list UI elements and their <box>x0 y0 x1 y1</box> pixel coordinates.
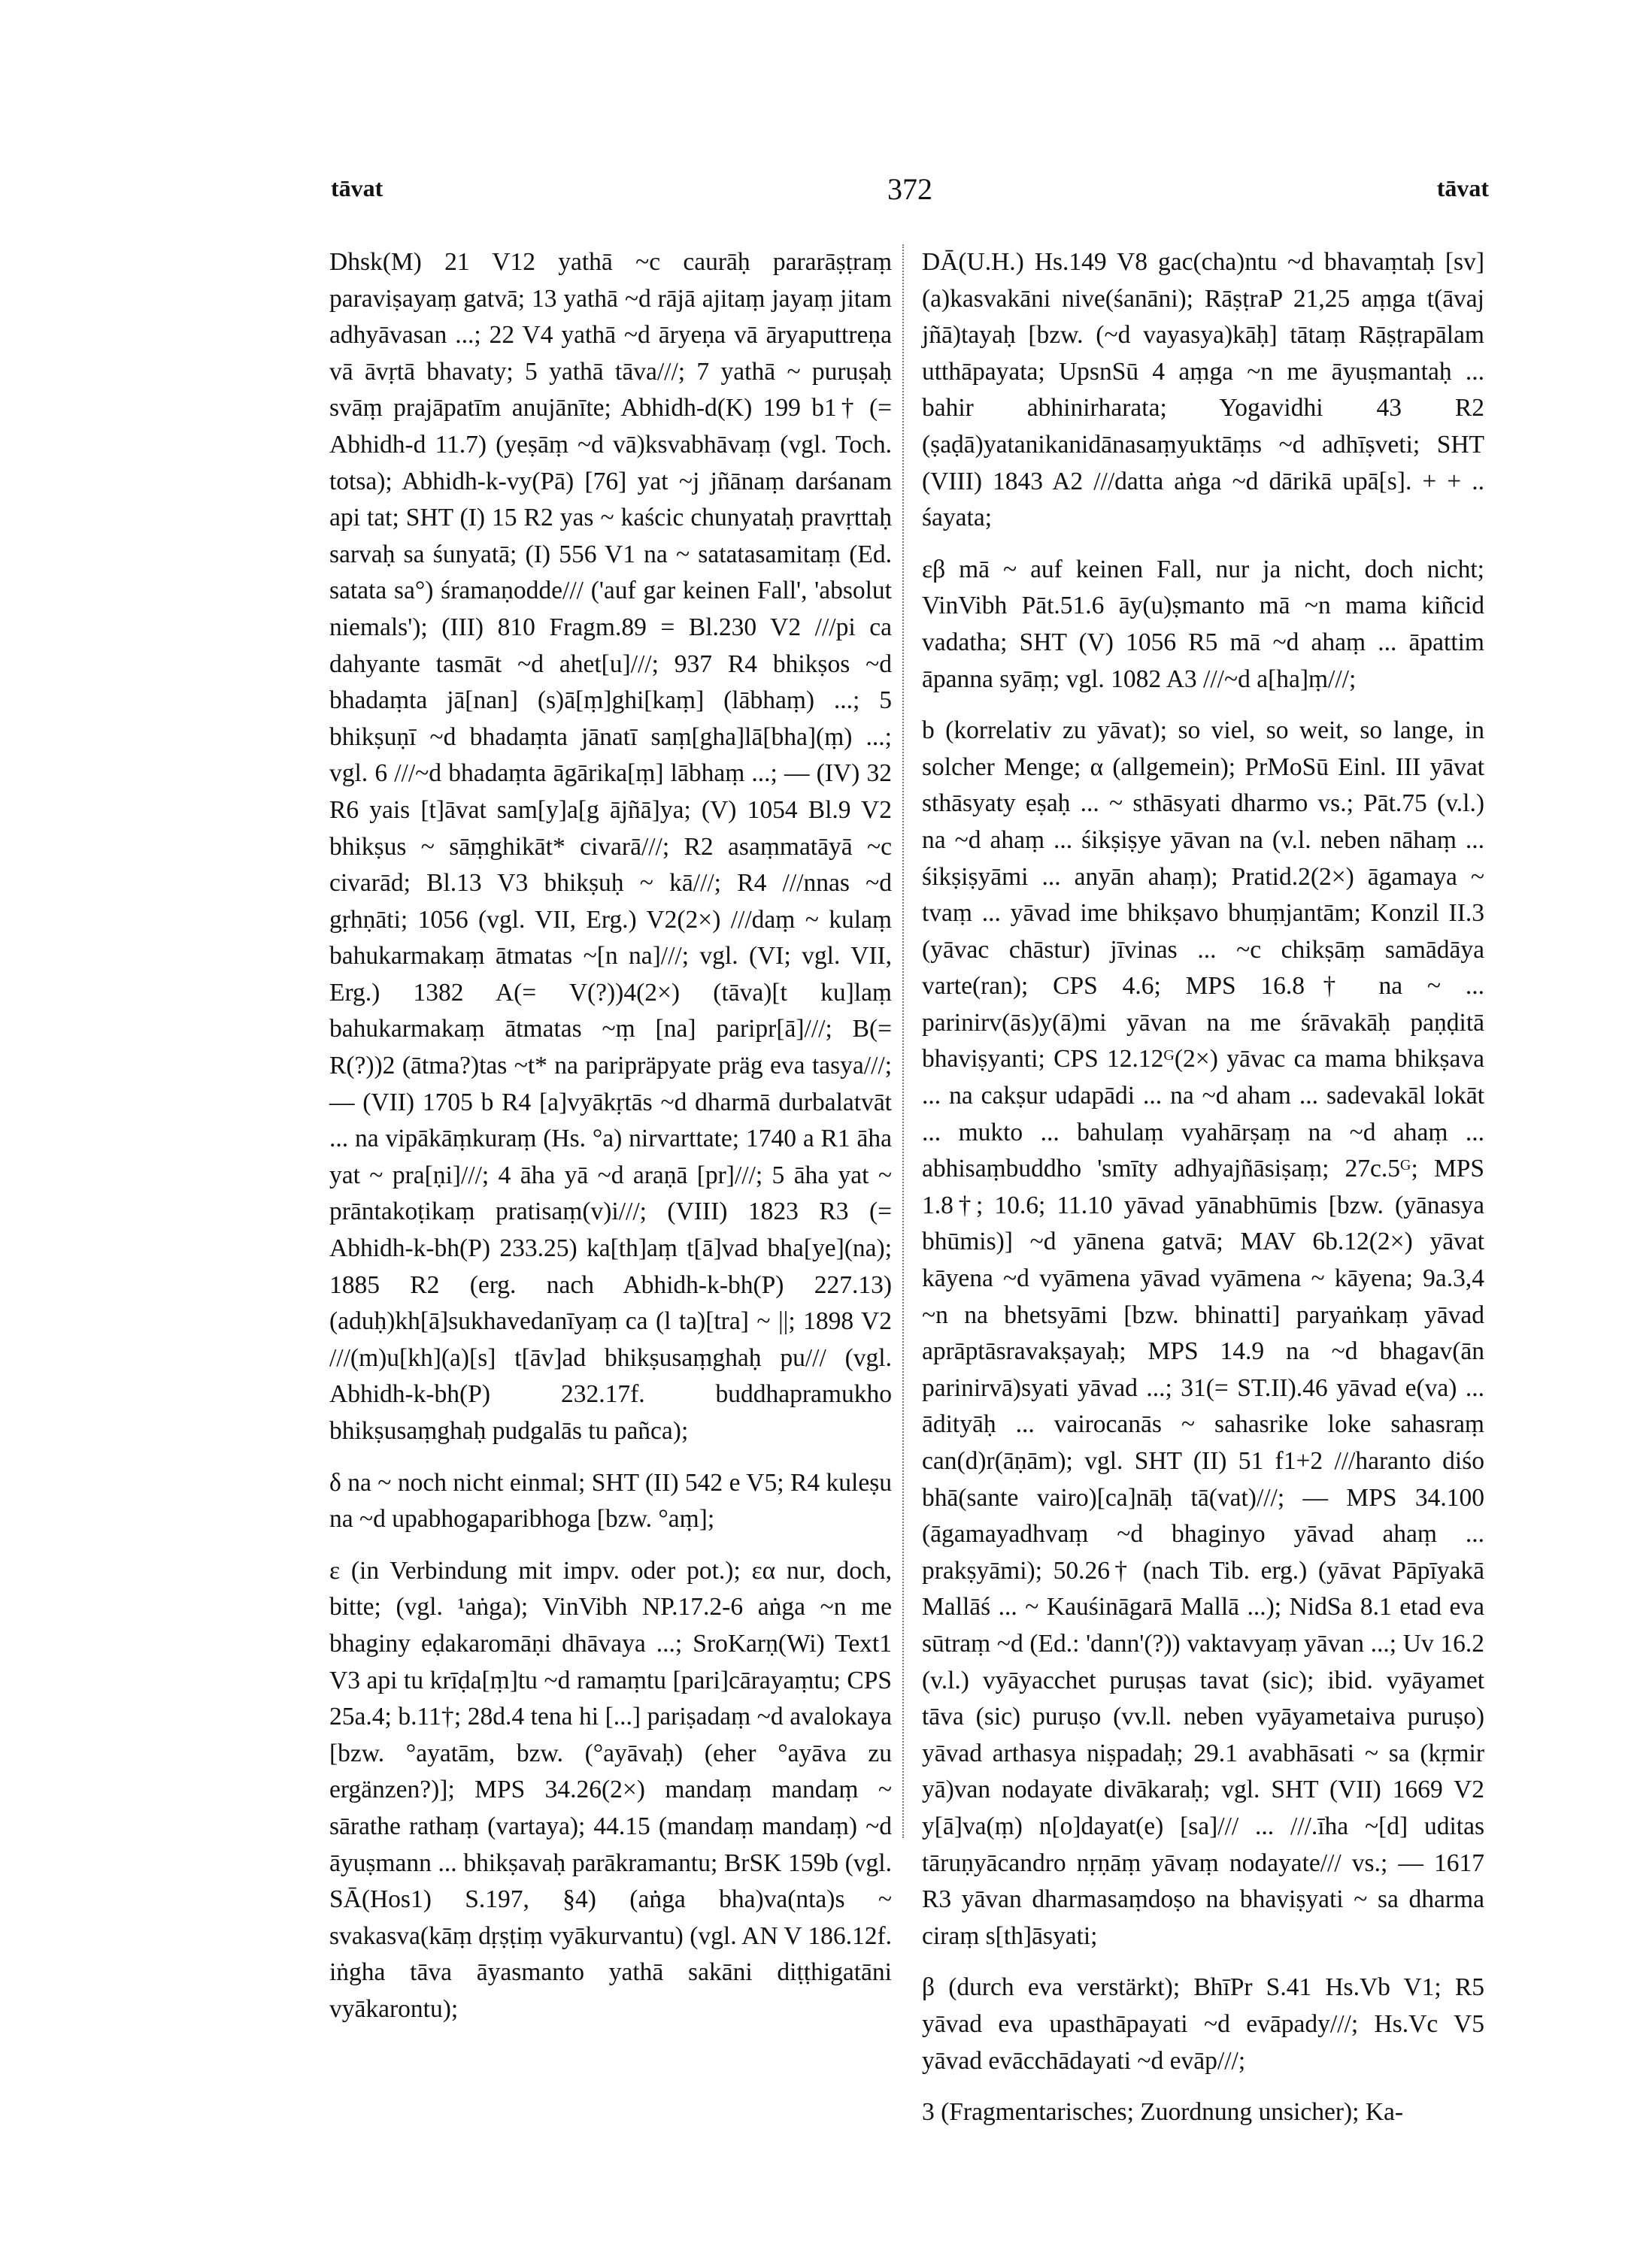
right-column <box>922 244 1484 2146</box>
entry-paragraph: 3 (Fragmentarisches; Zuordnung unsicher); Ka- <box>922 2098 1404 2127</box>
page-number: 372 <box>887 172 932 206</box>
entry-paragraph: εβ mā ~ auf keinen Fall, nur ja nicht, doch nicht; VinVibh Pāt.51.6 āy(u)ṣmanto mā ~n mama kiñcid vadatha; SHT (V) 1056 R5 mā ~d ahaṃ ... āpattim āpanna syāṃ; vgl. 1082 A3 ///~d a[ha]ṃ///; <box>922 555 1484 693</box>
entry-paragraph: β (durch eva verstärkt); BhīPr S.41 Hs.Vb V1; R5 yāvad eva upasthāpayati ~d evāpady///; Hs.Vc V5 yāvad evācchādayati ~d evāp///; <box>922 1973 1484 2075</box>
entry-paragraph: δ na ~ noch nicht einmal; SHT (II) 542 e V5; R4 kuleṣu na ~d upabhogaparibhoga [bzw. °aṃ]; <box>329 1468 892 1534</box>
running-headword-right: tāvat <box>1436 174 1489 201</box>
entry-paragraph: Dhsk(M) 21 V12 yathā ~c caurāḥ pararāṣṭraṃ paraviṣayaṃ gatvā; 13 yathā ~d rājā ajitaṃ jayaṃ jitam adhyāvasan ...; 22 V4 yathā ~d āryeṇa vā āryaputtreṇa vā āvṛtā bhavaty; 5 yathā tāva///; 7 yathā ~ puruṣaḥ svāṃ prajāpatīm anujānīte; Abhidh-d(K) 199 b1† (= Abhidh-d 11.7) (yeṣāṃ ~d vā)ksvabhāvaṃ (vgl. Toch. totsa); Abhidh-k-vy(Pā) [76] yat ~j jñānaṃ darśanam api tat; SHT (I) 15 R2 yas ~ kaścic chunyataḥ pravṛttaḥ sarvaḥ sa śunyatā; (I) 556 V1 na ~ satatasamitaṃ (Ed. satata sa°) śramaṇodde/// ('auf gar keinen Fall', 'absolut niemals'); (III) 810 Fragm.89 = Bl.230 V2 ///pi ca dahyante tasmāt ~d ahet[u]///; 937 R4 bhikṣos ~d bhadaṃta jā[nan] (s)ā[ṃ]ghi[kaṃ] (lābhaṃ) ...; 5 bhikṣuṇī ~d bhadaṃta jānatī saṃ[gha]lā[bha](ṃ) ...; vgl. 6 ///~d bhadaṃta āgārika[ṃ] lābhaṃ ...; — (IV) 32 R6 yais [t]āvat sam[y]a[g ājñā]ya; (V) 1054 Bl.9 V2 bhikṣus ~ sāṃghikāt* civarā///; R2 asaṃmatāyā ~c civarād; Bl.13 V3 bhikṣuḥ ~ kā///; R4 ///nnas ~d gṛhṇāti; 1056 (vgl. VII, Erg.) V2(2×) ///daṃ ~ kulaṃ bahukarmakaṃ ātmatas ~[n na]///; vgl. (VI; vgl. VII, Erg.) 1382 A(= V(?))4(2×) (tāva)[t ku]laṃ bahukarmakaṃ ātmatas ~ṃ [na] paripr[ā]///; B(= R(?))2 (ātma?)tas ~t* na paripräpyate präg eva tasya///; — (VII) 1705 b R4 [a]vyākṛtās ~d dharmā durbalatvāt ... na vipākāṃkuraṃ (Hs. °a) nirvarttate; 1740 a R1 āha yat ~ pra[ṇi]///; 4 āha yā ~d araṇā [pr]///; 5 āha yat ~ prāntakoṭikaṃ pratisaṃ(v)i///; (VIII) 1823 R3 (= Abhidh-k-bh(P) 233.25) ka[th]aṃ t[ā]vad bha[ye](na); 1885 R2 (erg. nach Abhidh-k-bh(P) 227.13) (aduḥ)kh[ā]sukhavedanīyaṃ ca (l ta)[tra] ~ ||; 1898 V2 ///(m)u[kh](a)[s] t[āv]ad bhikṣusaṃghaḥ pu/// (vgl. Abhidh-k-bh(P) 232.17f. buddhapramukho bhikṣusaṃghaḥ pudgalās tu pañca); <box>329 248 892 1445</box>
entry-paragraph: b (korrelativ zu yāvat); so viel, so weit, so lange, in solcher Menge; α (allgemein); PrMoSū Einl. III yāvat sthāsyaty eṣaḥ ... ~ sthāsyati dharmo vs.; Pāt.75 (v.l.) na ~d ahaṃ ... śikṣiṣye yāvan na (v.l. neben nāhaṃ ... śikṣiṣyāmi ... anyān ahaṃ); Pratid.2(2×) āgamaya ~ tvaṃ ... yāvad ime bhikṣavo bhuṃjantām; Konzil II.3 (yāvac chāstur) jīvinas ... ~c chikṣāṃ samādāya varte(ran); CPS 4.6; MPS 16.8† na ~ ... parinirv(ās)y(ā)mi yāvan na me śrāvakāḥ paṇḍitā bhaviṣyanti; CPS 12.12ᴳ(2×) yāvac ca mama bhikṣava ... na cakṣur udapādi ... na ~d aham ... sadevakāl lokāt ... mukto ... bahulaṃ vyahārṣaṃ na ~d ahaṃ ... abhisaṃbuddho 'smīty adhyajñāsiṣaṃ; 27c.5ᴳ; MPS 1.8†; 10.6; 11.10 yāvad yānabhūmis [bzw. (yānasya bhūmis)] ~d yānena gatvā; MAV 6b.12(2×) yāvat kāyena ~d vyāmena yāvad vyāmena ~ kāyena; 9a.3,4 ~n na bhetsyāmi [bzw. bhinatti] paryaṅkaṃ yāvad aprāptāsravakṣayaḥ; MPS 14.9 na ~d bhagav(ān parinirvā)syati yāvad ...; 31(= ST.II).46 yāvad e(va) ... ādityāḥ ... vairocanās ~ sahasrike loke sahasraṃ can(d)r(āṇām); vgl. SHT (II) 51 f1+2 ///haranto diśo bhā(sante vairo)[ca]nāḥ tā(vat)///; — MPS 34.100 (āgamayadhvaṃ ~d bhaginyo yāvad ahaṃ ... prakṣyāmi); 50.26† (nach Tib. erg.) (yāvat Pāpīyakā Mallāś ... ~ Kauśināgarā Mallā ...); NidSa 8.1 etad eva sūtraṃ ~d (Ed.: 'dann'(?)) vaktavyaṃ yāvan ...; Uv 16.2 (v.l.) vyāyacchet puruṣas tavat (sic); ibid. vyāyamet tāva (sic) puruṣo (vv.ll. neben vyāyametaiva puruṣo) yāvad arthasya niṣpadaḥ; 29.1 avabhāsati ~ sa (kṛmir yā)van nodayate divākaraḥ; vgl. SHT (VII) 1669 V2 y[ā]va(ṃ) n[o]dayat(e) [sa]/// ... ///.īha ~[d] uditas tāruṇyācandro nṛṇāṃ yāvaṃ nodayate/// vs.; — 1617 R3 yāvan dharmasaṃdoṣo na bhaviṣyati ~ sa dharma ciraṃ s[th]āsyati; <box>922 716 1484 1950</box>
left-column <box>329 244 892 2043</box>
entry-paragraph: ε (in Verbindung mit impv. oder pot.); εα nur, doch, bitte; (vgl. ¹aṅga); VinVibh NP.17.2-6 aṅga ~n me bhaginy eḍakaromāṇi dhāvaya ...; SroKarṇ(Wi) Text1 V3 api tu krīḍa[ṃ]tu ~d ramaṃtu [pari]cārayaṃtu; CPS 25a.4; b.11†; 28d.4 tena hi [...] pariṣadaṃ ~d avalokaya [bzw. °ayatām, bzw. (°ayāvaḥ) (eher °ayāva zu ergänzen?)]; MPS 34.26(2×) mandaṃ mandaṃ ~ sārathe rathaṃ (vartaya); 44.15 (mandaṃ mandaṃ) ~d āyuṣmann ... bhikṣavaḥ parākramantu; BrSK 159b (vgl. SĀ(Hos1) S.197, §4) (aṅga bha)va(nta)s ~ svakasva(kāṃ dṛṣṭiṃ vyākurvantu) (vgl. AN V 186.12f. iṅgha tāva āyasmanto yathā sakāni diṭṭhigatāni vyākarontu); <box>329 1556 892 2023</box>
page-header <box>331 174 1489 220</box>
running-headword-left: tāvat <box>331 174 384 201</box>
column-divider <box>902 244 904 1838</box>
entry-paragraph: DĀ(U.H.) Hs.149 V8 gac(cha)ntu ~d bhavaṃtaḥ [sv](a)kasvakāni nive(śanāni); RāṣṭraP 21,25 aṃga t(āvaj jñā)tayaḥ [bzw. (~d vayasya)kāḥ] tātaṃ Rāṣṭrapālam utthāpayata; UpsnSū 4 aṃga ~n me āyuṣmantaḥ ... bahir abhinirharata; Yogavidhi 43 R2 (ṣaḍā)yatanikanidānasaṃyuktāṃs ~d adhīṣveti; SHT (VIII) 1843 A2 ///datta aṅga ~d dārikā upā[s]. + + .. śayata; <box>922 248 1484 532</box>
